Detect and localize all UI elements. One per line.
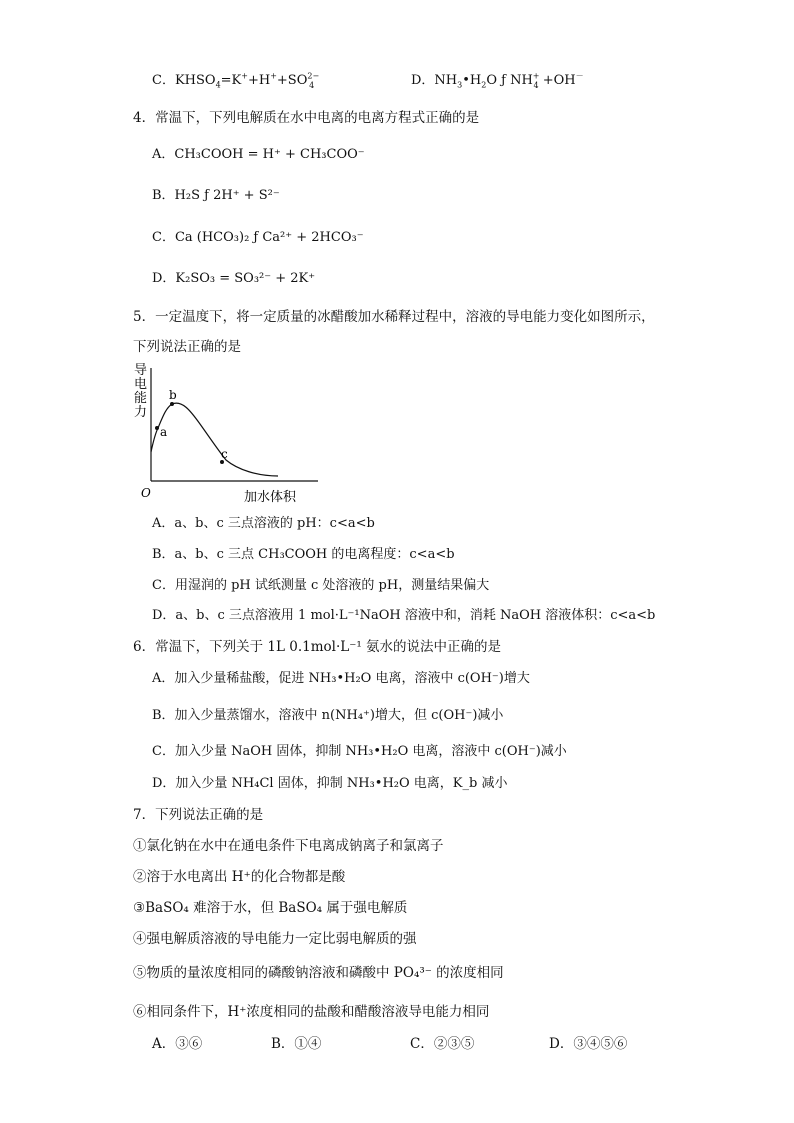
q5-option-d: D．a、b、c 三点溶液用 1 mol·L⁻¹NaOH 溶液中和，消耗 NaOH 溶液体积：c<a<b <box>152 608 656 623</box>
q7-option-d: D．③④⑤⑥ <box>549 1036 628 1052</box>
q7-stem: 7．下列说法正确的是 <box>133 807 264 823</box>
graph-ylabel-char-1: 导 <box>134 363 148 378</box>
q7-statement-1: ①氯化钠在水中在通电条件下电离成钠离子和氯离子 <box>133 838 444 854</box>
q7-statement-5: ⑤物质的量浓度相同的磷酸钠溶液和磷酸中 PO₄³⁻ 的浓度相同 <box>133 965 504 981</box>
graph-ylabel-char-2: 电 <box>134 377 148 392</box>
graph-xlabel: 加水体积 <box>244 490 297 505</box>
q5-option-a: A．a、b、c 三点溶液的 pH：c<a<b <box>152 516 375 531</box>
conductivity-graph <box>128 358 328 508</box>
q7-statement-2: ②溶于水电离出 H⁺的化合物都是酸 <box>133 869 346 885</box>
q4-option-d: D．K₂SO₃ = SO₃²⁻ + 2K⁺ <box>152 271 316 286</box>
q4-option-c: C．Ca (HCO₃)₂ ƒ Ca²⁺ + 2HCO₃⁻ <box>152 230 364 245</box>
graph-label-a: a <box>160 425 168 439</box>
q3-option-c: C．$KHSO_4=K^++H^++SO^{2-}_4$ <box>152 71 320 90</box>
q6-option-b: B．加入少量蒸馏水，溶液中 n(NH₄⁺)增大，但 c(OH⁻)减小 <box>152 708 504 723</box>
q4-option-b: B．H₂S ƒ 2H⁺ + S²⁻ <box>152 188 280 203</box>
graph-point-a <box>155 426 159 430</box>
q7-option-a: A．③⑥ <box>152 1036 203 1052</box>
graph-ylabel-char-3: 能 <box>134 391 148 406</box>
graph-point-b <box>170 402 174 406</box>
q7-option-b: B．①④ <box>271 1036 322 1052</box>
q3-option-d: D．$NH_3•H_2O$ ƒ $NH^+_4 +OH^-$ <box>411 71 584 90</box>
q5-option-b: B．a、b、c 三点 CH₃COOH 的电离程度：c<a<b <box>152 547 455 562</box>
q5-option-c: C．用湿润的 pH 试纸测量 c 处溶液的 pH，测量结果偏大 <box>152 578 490 593</box>
q6-option-a: A．加入少量稀盐酸，促进 NH₃•H₂O 电离，溶液中 c(OH⁻)增大 <box>152 671 530 686</box>
q7-statement-4: ④强电解质溶液的导电能力一定比弱电解质的强 <box>133 931 417 947</box>
q6-option-c: C．加入少量 NaOH 固体，抑制 NH₃•H₂O 电离，溶液中 c(OH⁻)减小 <box>152 744 567 759</box>
graph-curve <box>151 403 278 476</box>
graph-label-b: b <box>169 388 177 402</box>
q7-option-c: C．②③⑤ <box>410 1036 475 1052</box>
graph-label-c: c <box>221 447 228 461</box>
q6-stem: 6．常温下，下列关于 1L 0.1mol·L⁻¹ 氨水的说法中正确的是 <box>133 639 502 655</box>
q5-stem-line1: 5．一定温度下，将一定质量的冰醋酸加水稀释过程中，溶液的导电能力变化如图所示， <box>133 309 655 325</box>
q7-statement-6: ⑥相同条件下，H⁺浓度相同的盐酸和醋酸溶液导电能力相同 <box>133 1004 490 1020</box>
graph-ylabel-char-4: 力 <box>134 405 148 420</box>
q6-option-d: D．加入少量 NH₄Cl 固体，抑制 NH₃•H₂O 电离，K_b 减小 <box>152 776 508 791</box>
q7-statement-3: ③BaSO₄ 难溶于水，但 BaSO₄ 属于强电解质 <box>133 900 408 916</box>
graph-origin-label: O <box>141 486 151 500</box>
q5-stem-line2: 下列说法正确的是 <box>133 339 241 355</box>
q4-option-a: A．CH₃COOH = H⁺ + CH₃COO⁻ <box>152 147 365 162</box>
q4-stem: 4．常温下，下列电解质在水中电离的电离方程式正确的是 <box>133 110 480 126</box>
